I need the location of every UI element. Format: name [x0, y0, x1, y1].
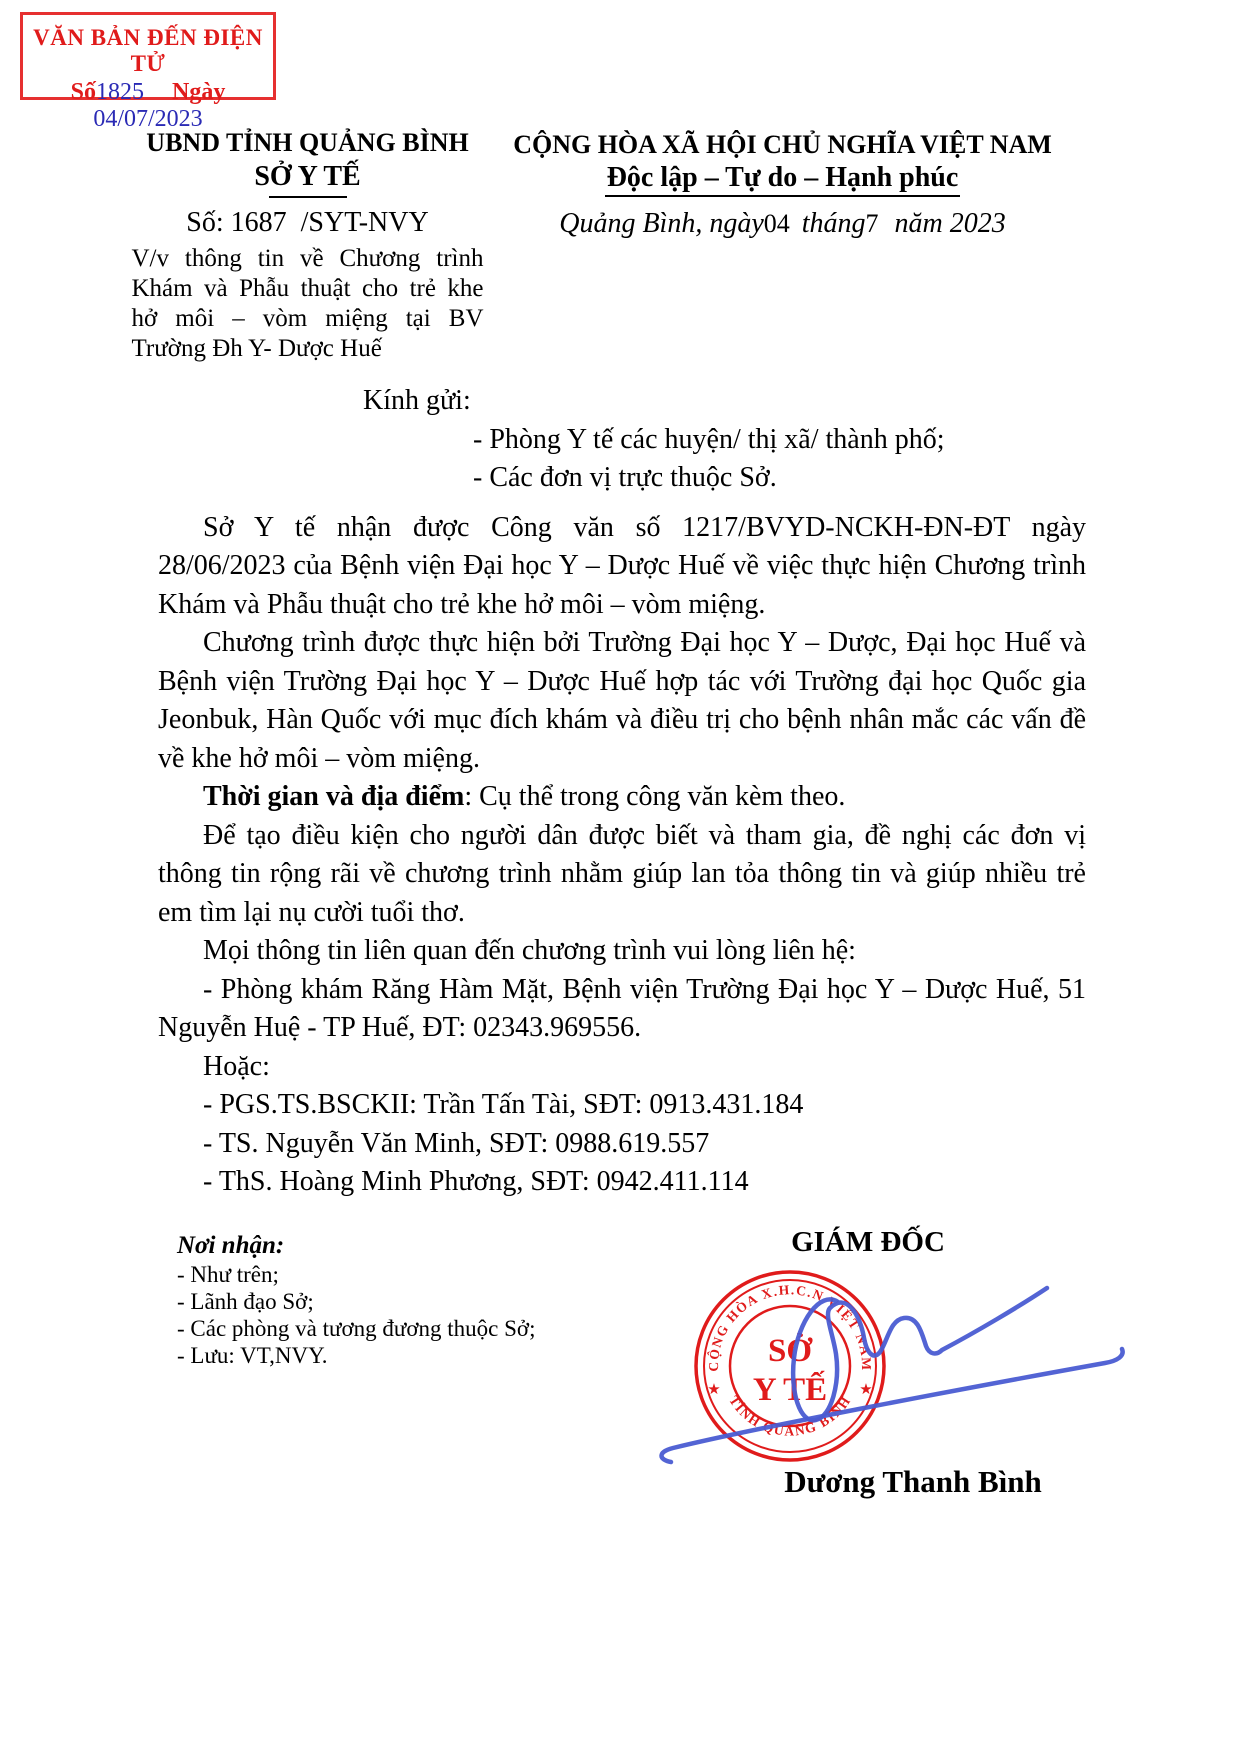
paragraph: Chương trình được thực hiện bởi Trường Đại học Y – Dược, Đại học Huế và Bệnh viện Trường Đại học Y – Dược Huế hợp tác với Trường đại học Quốc gia Jeonbuk, Hàn Quốc với mục đích khám và điều trị cho bệnh nhân mắc các vấn đề về khe hở môi – vòm miệng.: [158, 627, 1086, 774]
signer-name: Dương Thanh Bình: [784, 1464, 1042, 1499]
date-thang-label: tháng: [801, 208, 866, 239]
contact-line: - ThS. Hoàng Minh Phương, SĐT: 0942.411.114: [203, 1166, 749, 1197]
signature-stroke-loops: [793, 1288, 1047, 1420]
incoming-stamp-number-line: [23, 79, 273, 133]
document-body: [158, 382, 1086, 1202]
national-title: CỘNG HÒA XÃ HỘI CHỦ NGHĨA VIỆT NAM: [513, 130, 1052, 159]
place-and-date: [510, 208, 1055, 240]
seal-center-line2: Y TẾ: [752, 1372, 828, 1408]
incoming-date-label: Ngày: [172, 79, 226, 105]
seal-top-arc-text: CỘNG HÒA X.H.C.N VIỆT NAM: [705, 1282, 875, 1372]
recipient-line: - Các đơn vị trực thuộc Sở.: [473, 462, 777, 493]
incoming-number-value: 1825: [96, 79, 144, 105]
paragraph: Hoặc:: [203, 1050, 270, 1082]
paragraph: Để tạo điều kiện cho người dân được biết và tham gia, đề nghị các đơn vị thông tin rộng rãi về chương trình nhằm giúp lan tỏa thông tin và giúp nhiều trẻ em tìm lại nụ cười tuổi thơ.: [158, 819, 1086, 928]
noi-nhan-item: - Các phòng và tương đương thuộc Sở;: [177, 1316, 536, 1341]
noi-nhan-item: - Lãnh đạo Sở;: [177, 1289, 314, 1314]
contact-line: - TS. Nguyễn Văn Minh, SĐT: 0988.619.557: [203, 1127, 710, 1159]
noi-nhan-item: - Lưu: VT,NVY.: [177, 1343, 328, 1368]
seal-star-right-icon: ★: [859, 1382, 873, 1398]
seal-bottom-arc-text: TỈNH QUẢNG BÌNH: [726, 1392, 854, 1439]
place-date-prefix: Quảng Bình, ngày: [559, 208, 764, 239]
time-place-rest: : Cụ thể trong công văn kèm theo.: [464, 781, 846, 812]
signature-stroke-underline: [662, 1349, 1123, 1462]
signature-ink: [635, 1262, 1145, 1477]
signer-position-title: GIÁM ĐỐC: [791, 1226, 945, 1258]
paragraph: Sở Y tế nhận được Công văn số 1217/BVYD-NCKH-ĐN-ĐT ngày 28/06/2023 của Bệnh viện Đại học Y – Dược Huế về việc thực hiện Chương trình Khám và Phẫu thuật cho trẻ khe hở môi – vòm miệng.: [158, 511, 1086, 620]
date-month: 7: [865, 209, 879, 238]
paragraph: Mọi thông tin liên quan đến chương trình vui lòng liên hệ:: [203, 935, 856, 966]
noi-nhan-block: [177, 1231, 535, 1369]
time-place-lead: Thời gian và địa điểm: [203, 781, 465, 812]
date-nam-label: năm 2023: [894, 208, 1006, 239]
incoming-stamp-title: VĂN BẢN ĐẾN ĐIỆN TỬ: [33, 25, 263, 76]
document-subject: V/v thông tin về Chương trình Khám và Phẫu thuật cho trẻ khe hở môi – vòm miệng tại BV Trường Đh Y- Dược Huế: [131, 245, 484, 362]
paragraph-time-place: [158, 778, 1086, 817]
incoming-stamp-box: [20, 12, 276, 132]
incoming-date-value: 04/07/2023: [93, 106, 203, 132]
national-header-block: [510, 130, 1055, 240]
recipient-line: - Phòng Y tế các huyện/ thị xã/ thành phố;: [473, 423, 945, 455]
seal-center-line1: SỞ: [767, 1333, 813, 1369]
issuer-underline: [269, 196, 347, 198]
contact-line: - PGS.TS.BSCKII: Trần Tấn Tài, SĐT: 0913.431.184: [203, 1089, 804, 1120]
document-number: Số: 1687 /SYT-NVY: [186, 207, 429, 238]
issuer-parent-org: UBND TỈNH QUẢNG BÌNH: [146, 128, 469, 157]
salutation: Kính gửi:: [363, 385, 471, 416]
paragraph-contact-clinic: - Phòng khám Răng Hàm Mặt, Bệnh viện Trường Đại học Y – Dược Huế, 51 Nguyễn Huệ - TP Huế, ĐT: 02343.969556.: [158, 973, 1086, 1043]
noi-nhan-label: Nơi nhận:: [177, 1232, 285, 1259]
noi-nhan-item: - Như trên;: [177, 1262, 279, 1287]
date-day: 04: [763, 209, 790, 238]
issuer-org: SỞ Y TẾ: [254, 161, 361, 192]
national-motto: Độc lập – Tự do – Hạnh phúc: [605, 162, 961, 197]
incoming-number-label: Số: [70, 79, 96, 105]
issuer-block: [105, 128, 510, 364]
seal-star-left-icon: ★: [707, 1382, 721, 1398]
